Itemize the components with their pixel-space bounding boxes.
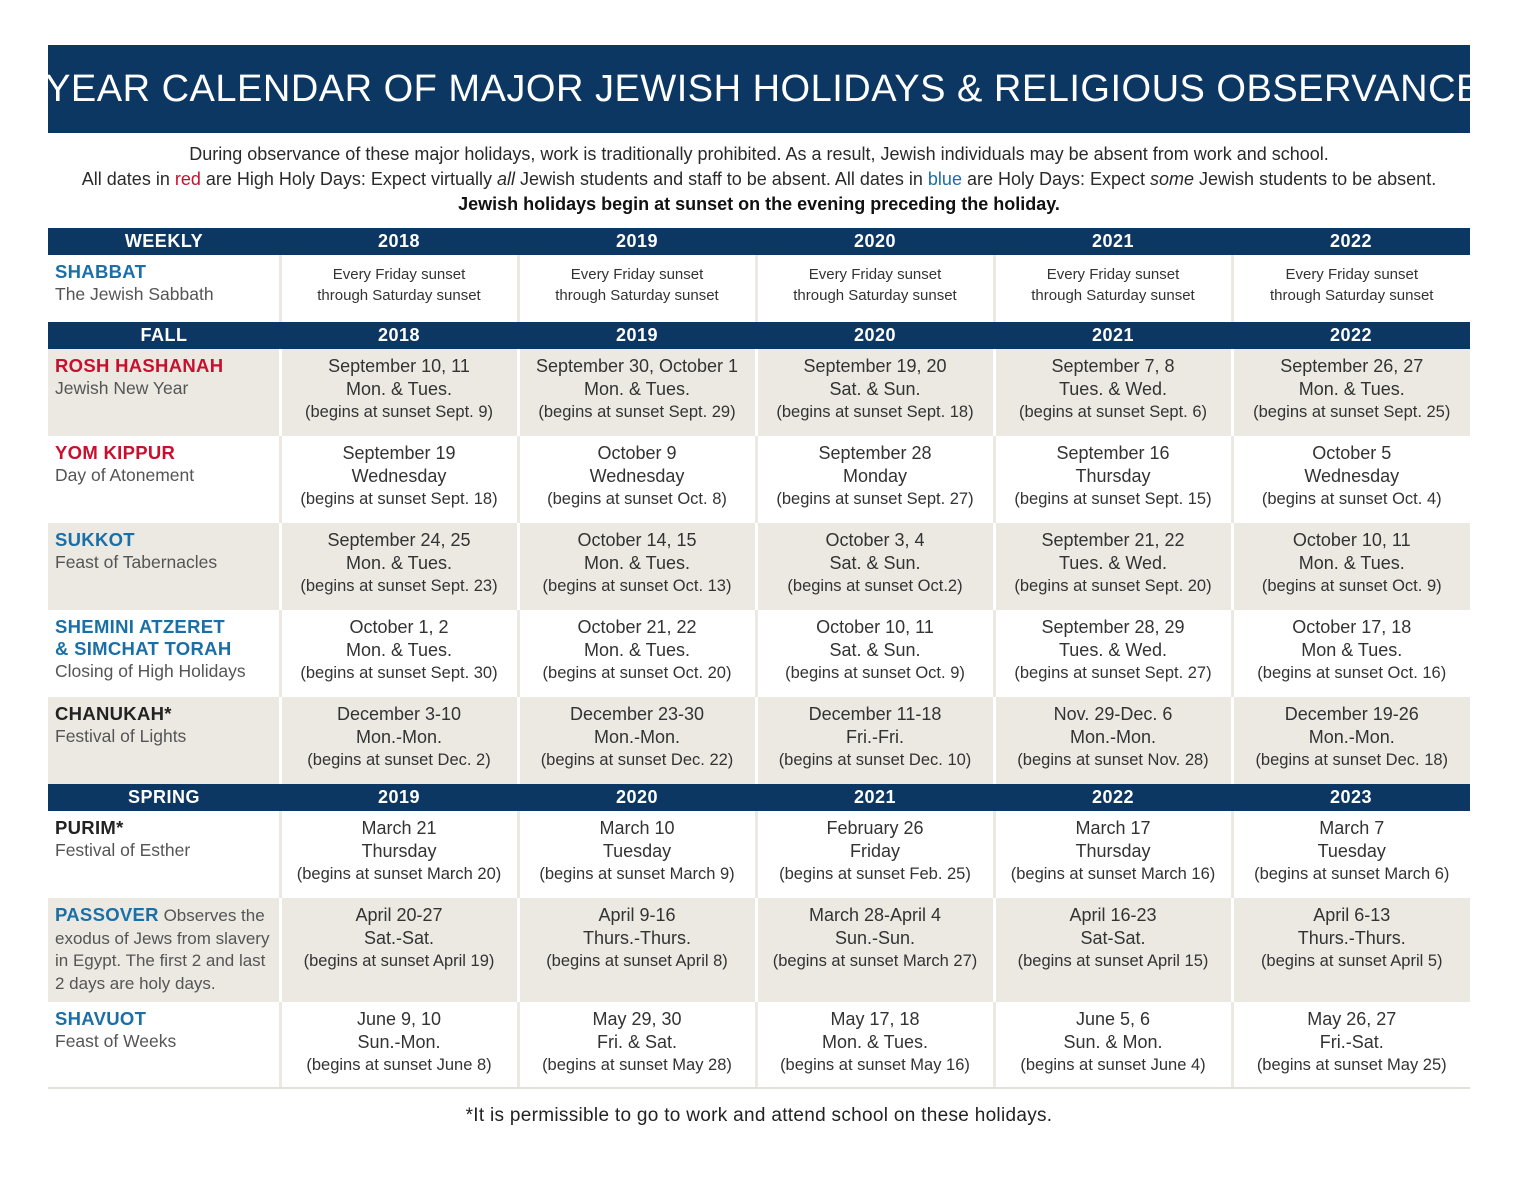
date-text: May 29, 30	[592, 1009, 682, 1029]
date-text: October 3, 4	[825, 530, 925, 550]
days-text: Monday	[842, 466, 908, 486]
days-text: Thurs.-Thurs.	[1297, 928, 1406, 948]
sunset-note: (begins at sunset Sept. 15)	[1014, 490, 1212, 508]
sunset-note: (begins at sunset June 4)	[1020, 1056, 1206, 1074]
date-cell	[518, 255, 756, 322]
holiday-name-cell	[48, 697, 280, 784]
date-text: September 10, 11	[328, 356, 470, 376]
date-cell	[1232, 697, 1470, 784]
days-text: Sat.-Sat.	[363, 928, 435, 948]
sunset-note: (begins at sunset Dec. 22)	[540, 751, 734, 769]
days-text: Tuesday	[602, 841, 672, 861]
date-text: October 1, 2	[349, 617, 449, 637]
sunset-note: (begins at sunset March 20)	[296, 865, 502, 883]
date-text: December 3-10	[336, 704, 462, 724]
days-text: Fri.-Fri.	[846, 727, 904, 747]
days-text: Tues. & Wed.	[1058, 640, 1168, 660]
date-cell	[994, 255, 1232, 322]
date-text: May 26, 27	[1307, 1009, 1397, 1029]
days-text: Thurs.-Thurs.	[582, 928, 692, 948]
date-text: December 11-18	[808, 704, 942, 724]
sunset-note: (begins at sunset Oct. 4)	[1261, 490, 1442, 508]
date-text: October 5	[1312, 443, 1392, 463]
year-header: 2022	[1232, 322, 1470, 349]
section-header-weekly	[48, 228, 1470, 255]
date-cell	[280, 255, 518, 322]
sunset-note: (begins at sunset Oct. 20)	[542, 664, 732, 682]
days-text: through Saturday sunset	[1031, 287, 1195, 304]
intro-line-2-part: are Holy Days: Expect	[961, 169, 1151, 189]
intro-some-word: some	[1150, 169, 1195, 189]
sunset-note: (begins at sunset March 9)	[539, 865, 735, 883]
intro-line-1: During observance of these major holidays, work is traditionally prohibited. As a result, Jewish individuals may be absent from work and school.	[189, 144, 1329, 164]
date-text: May 17, 18	[830, 1009, 920, 1029]
days-text: Mon. & Tues.	[1298, 553, 1405, 573]
sunset-note: (begins at sunset Dec. 2)	[307, 751, 491, 769]
sunset-note: (begins at sunset Sept. 25)	[1253, 403, 1451, 421]
holiday-name-cell	[48, 1002, 280, 1089]
days-text: Tues. & Wed.	[1058, 553, 1168, 573]
days-text: Sun.-Sun.	[834, 928, 916, 948]
sunset-note: (begins at sunset April 8)	[546, 952, 728, 970]
sunset-note: (begins at sunset Sept. 6)	[1018, 403, 1208, 421]
sunset-note: (begins at sunset Nov. 28)	[1017, 751, 1209, 769]
date-text: March 7	[1319, 818, 1385, 838]
year-header: 2020	[518, 784, 756, 811]
sunset-note: (begins at sunset Oct. 13)	[542, 577, 732, 595]
date-cell	[1232, 255, 1470, 322]
section-header-fall	[48, 322, 1470, 349]
holiday-description: Festival of Esther	[55, 840, 191, 860]
holiday-description: Day of Atonement	[55, 465, 195, 485]
holiday-description: Closing of High Holidays	[55, 661, 246, 681]
date-cell	[1232, 811, 1470, 898]
year-header: 2021	[994, 228, 1232, 255]
sunset-note: (begins at sunset Sept. 29)	[538, 403, 736, 421]
intro-line-2	[48, 167, 1470, 192]
sunset-note: (begins at sunset March 6)	[1254, 865, 1450, 883]
days-text: Wednesday	[1304, 466, 1400, 486]
days-text: Friday	[849, 841, 900, 861]
holiday-name: ROSH HASHANAH	[55, 355, 224, 376]
holiday-name-cell	[48, 811, 280, 898]
holiday-name: SUKKOT	[55, 529, 135, 550]
date-cell	[280, 697, 518, 784]
days-text: Wednesday	[351, 466, 447, 486]
date-cell	[756, 610, 994, 697]
sunset-note: (begins at sunset May 16)	[780, 1056, 970, 1074]
holiday-name-cell	[48, 610, 280, 697]
holiday-desc-text: Observes the exodus of Jews from slavery in Egypt. The first 2 and last 2 days are holy days.	[55, 906, 270, 993]
days-text: through Saturday sunset	[555, 287, 719, 304]
sunset-note: (begins at sunset Sept. 27)	[1014, 664, 1212, 682]
days-text: Fri. & Sat.	[596, 1032, 677, 1052]
date-text: June 5, 6	[1075, 1009, 1151, 1029]
holiday-name: SHAVUOT	[55, 1008, 147, 1029]
days-text: Wednesday	[589, 466, 685, 486]
holiday-description: Festival of Lights	[55, 726, 187, 746]
date-cell	[1232, 898, 1470, 1002]
date-cell	[518, 610, 756, 697]
days-text: Sun. & Mon.	[1063, 1032, 1163, 1052]
year-header: 2018	[280, 322, 518, 349]
holiday-name-line-2: & SIMCHAT TORAH	[55, 638, 232, 659]
holiday-name-cell	[48, 436, 280, 523]
date-text: December 19-26	[1284, 704, 1419, 724]
date-cell	[756, 811, 994, 898]
date-cell	[756, 255, 994, 322]
sunset-note: (begins at sunset Dec. 10)	[778, 751, 972, 769]
days-text: Thursday	[1075, 841, 1151, 861]
date-cell	[280, 523, 518, 610]
table-bottom-rule	[48, 1087, 1470, 1089]
holiday-calendar-body	[48, 228, 1470, 1089]
holiday-name: PASSOVER	[55, 904, 159, 925]
date-text: April 16-23	[1069, 905, 1157, 925]
sunset-note: (begins at sunset May 28)	[542, 1056, 732, 1074]
intro-line-2-part: Jewish students to be absent.	[1194, 169, 1437, 189]
date-cell	[280, 436, 518, 523]
holiday-row	[48, 898, 1470, 1002]
date-text: Every Friday sunset	[1285, 266, 1419, 283]
date-cell	[994, 349, 1232, 436]
date-cell	[280, 898, 518, 1002]
date-text: September 28, 29	[1041, 617, 1185, 637]
days-text: through Saturday sunset	[1270, 287, 1434, 304]
date-text: Every Friday sunset	[808, 266, 942, 283]
days-text: Mon. & Tues.	[821, 1032, 929, 1052]
date-text: March 28-April 4	[808, 905, 942, 925]
date-text: September 26, 27	[1280, 356, 1424, 376]
days-text: Mon.-Mon.	[355, 727, 443, 747]
days-text: through Saturday sunset	[793, 287, 957, 304]
date-cell	[280, 1002, 518, 1089]
days-text: Mon.-Mon.	[1069, 727, 1157, 747]
intro-line-2-part: All dates in	[81, 169, 175, 189]
days-text: Thursday	[361, 841, 437, 861]
days-text: Mon. & Tues.	[345, 553, 453, 573]
intro-line-3: Jewish holidays begin at sunset on the evening preceding the holiday.	[458, 194, 1060, 214]
days-text: Sat. & Sun.	[829, 379, 921, 399]
date-cell	[518, 523, 756, 610]
date-text: March 17	[1075, 818, 1151, 838]
date-cell	[280, 349, 518, 436]
date-cell	[1232, 436, 1470, 523]
date-text: June 9, 10	[356, 1009, 442, 1029]
holiday-name-cell	[48, 349, 280, 436]
date-cell	[1232, 523, 1470, 610]
date-text: February 26	[826, 818, 924, 838]
section-header-spring	[48, 784, 1470, 811]
intro-text	[48, 142, 1470, 217]
year-header: 2021	[994, 322, 1232, 349]
year-header: 2022	[1232, 228, 1470, 255]
date-cell	[994, 436, 1232, 523]
days-text: Mon & Tues.	[1301, 640, 1403, 660]
date-text: September 30, October 1	[535, 356, 739, 376]
date-cell	[1232, 610, 1470, 697]
date-text: Every Friday sunset	[332, 266, 466, 283]
year-header: 2021	[756, 784, 994, 811]
sunset-note: (begins at sunset Sept. 30)	[300, 664, 498, 682]
year-header: 2022	[994, 784, 1232, 811]
sunset-note: (begins at sunset Sept. 9)	[304, 403, 494, 421]
holiday-name: PURIM*	[55, 817, 124, 838]
days-text: Mon. & Tues.	[583, 640, 691, 660]
sunset-note: (begins at sunset Dec. 18)	[1255, 751, 1449, 769]
date-text: March 10	[599, 818, 675, 838]
date-cell	[994, 898, 1232, 1002]
date-cell	[518, 697, 756, 784]
date-cell	[756, 898, 994, 1002]
sunset-note: (begins at sunset April 5)	[1260, 952, 1443, 970]
holiday-calendar-table	[48, 228, 1470, 1089]
date-cell	[756, 349, 994, 436]
holiday-row	[48, 811, 1470, 898]
holiday-row	[48, 523, 1470, 610]
sunset-note: (begins at sunset Feb. 25)	[779, 865, 971, 883]
date-cell	[518, 898, 756, 1002]
days-text: Fri.-Sat.	[1319, 1032, 1384, 1052]
holiday-description	[55, 898, 279, 995]
holiday-description: Jewish New Year	[55, 378, 189, 398]
date-cell	[994, 610, 1232, 697]
date-text: Nov. 29-Dec. 6	[1053, 704, 1173, 724]
sunset-note: (begins at sunset Sept. 20)	[1014, 577, 1212, 595]
section-label: WEEKLY	[48, 228, 280, 255]
date-text: April 20-27	[355, 905, 443, 925]
holiday-name: YOM KIPPUR	[55, 442, 176, 463]
section-label: SPRING	[48, 784, 280, 811]
date-cell	[518, 1002, 756, 1089]
date-text: September 28	[818, 443, 932, 463]
date-text: October 21, 22	[577, 617, 697, 637]
intro-all-word: all	[496, 169, 515, 189]
sunset-note: (begins at sunset Oct. 8)	[547, 490, 727, 508]
holiday-row	[48, 1002, 1470, 1089]
sunset-note: (begins at sunset Oct.2)	[787, 577, 963, 595]
sunset-note: (begins at sunset June 8)	[306, 1056, 492, 1074]
date-cell	[994, 1002, 1232, 1089]
holiday-name-cell	[48, 898, 280, 1002]
date-text: Every Friday sunset	[1046, 266, 1180, 283]
days-text: Mon. & Tues.	[345, 640, 453, 660]
date-text: April 9-16	[598, 905, 676, 925]
sunset-note: (begins at sunset Oct. 9)	[1261, 577, 1442, 595]
year-header: 2023	[1232, 784, 1470, 811]
holiday-row	[48, 610, 1470, 697]
date-text: December 23-30	[569, 704, 705, 724]
date-cell	[280, 610, 518, 697]
sunset-note: (begins at sunset Sept. 18)	[300, 490, 498, 508]
date-text: Every Friday sunset	[570, 266, 704, 283]
sunset-note: (begins at sunset Sept. 27)	[776, 490, 974, 508]
holiday-row-shabbat	[48, 255, 1470, 322]
holiday-name: CHANUKAH*	[55, 703, 172, 724]
date-cell	[518, 436, 756, 523]
days-text: Tuesday	[1317, 841, 1386, 861]
date-text: March 21	[361, 818, 437, 838]
days-text: Tues. & Wed.	[1058, 379, 1168, 399]
sunset-note: (begins at sunset March 16)	[1010, 865, 1216, 883]
holiday-description: The Jewish Sabbath	[55, 284, 214, 304]
date-text: September 16	[1056, 443, 1170, 463]
date-cell	[994, 811, 1232, 898]
date-cell	[994, 523, 1232, 610]
date-text: October 14, 15	[577, 530, 697, 550]
holiday-row	[48, 349, 1470, 436]
intro-red-word: red	[174, 169, 201, 189]
intro-blue-word: blue	[927, 169, 962, 189]
page-title: 5-YEAR CALENDAR OF MAJOR JEWISH HOLIDAYS & RELIGIOUS OBSERVANCES	[48, 45, 1470, 133]
days-text: Sat. & Sun.	[829, 553, 921, 573]
holiday-description: Feast of Tabernacles	[55, 552, 218, 572]
days-text: through Saturday sunset	[317, 287, 481, 304]
date-text: October 17, 18	[1292, 617, 1412, 637]
date-cell	[518, 349, 756, 436]
date-cell	[1232, 349, 1470, 436]
sunset-note: (begins at sunset Oct. 9)	[785, 664, 965, 682]
sunset-note: (begins at sunset Oct. 16)	[1257, 664, 1447, 682]
sunset-note: (begins at sunset Sept. 18)	[776, 403, 974, 421]
date-text: September 19, 20	[803, 356, 947, 376]
intro-line-2-part: are High Holy Days: Expect virtually	[200, 169, 497, 189]
date-cell	[994, 697, 1232, 784]
year-header: 2018	[280, 228, 518, 255]
date-cell	[518, 811, 756, 898]
date-text: September 21, 22	[1041, 530, 1185, 550]
date-text: September 7, 8	[1051, 356, 1175, 376]
intro-line-2-part: Jewish students and staff to be absent. All dates in	[514, 169, 928, 189]
holiday-description: Feast of Weeks	[55, 1031, 177, 1051]
year-header: 2019	[518, 228, 756, 255]
date-text: October 9	[597, 443, 677, 463]
section-label: FALL	[48, 322, 280, 349]
date-text: October 10, 11	[816, 617, 934, 637]
days-text: Mon. & Tues.	[345, 379, 453, 399]
date-cell	[280, 811, 518, 898]
date-cell	[756, 523, 994, 610]
sunset-note: (begins at sunset May 25)	[1256, 1056, 1447, 1074]
date-text: September 19	[342, 443, 456, 463]
days-text: Sat. & Sun.	[829, 640, 921, 660]
days-text: Thursday	[1075, 466, 1151, 486]
year-header: 2020	[756, 322, 994, 349]
days-text: Sun.-Mon.	[357, 1032, 441, 1052]
date-cell	[756, 436, 994, 523]
holiday-row	[48, 697, 1470, 784]
days-text: Mon. & Tues.	[583, 553, 691, 573]
date-text: October 10, 11	[1292, 530, 1411, 550]
date-text: September 24, 25	[327, 530, 471, 550]
days-text: Mon. & Tues.	[583, 379, 691, 399]
days-text: Mon.-Mon.	[593, 727, 681, 747]
sunset-note: (begins at sunset April 15)	[1017, 952, 1209, 970]
holiday-row	[48, 436, 1470, 523]
sunset-note: (begins at sunset March 27)	[772, 952, 978, 970]
date-cell	[756, 697, 994, 784]
year-header: 2020	[756, 228, 994, 255]
sunset-note: (begins at sunset Sept. 23)	[300, 577, 498, 595]
year-header: 2019	[280, 784, 518, 811]
date-cell	[1232, 1002, 1470, 1089]
sunset-note: (begins at sunset April 19)	[303, 952, 495, 970]
holiday-name: SHEMINI ATZERET	[55, 616, 225, 637]
date-cell	[756, 1002, 994, 1089]
days-text: Mon.-Mon.	[1308, 727, 1395, 747]
footnote: *It is permissible to go to work and attend school on these holidays.	[465, 1105, 1053, 1126]
days-text: Sat-Sat.	[1080, 928, 1146, 948]
holiday-name: SHABBAT	[55, 261, 147, 282]
holiday-name-cell	[48, 523, 280, 610]
year-header: 2019	[518, 322, 756, 349]
date-text: April 6-13	[1313, 905, 1391, 925]
days-text: Mon. & Tues.	[1298, 379, 1405, 399]
holiday-name-cell	[48, 255, 280, 322]
